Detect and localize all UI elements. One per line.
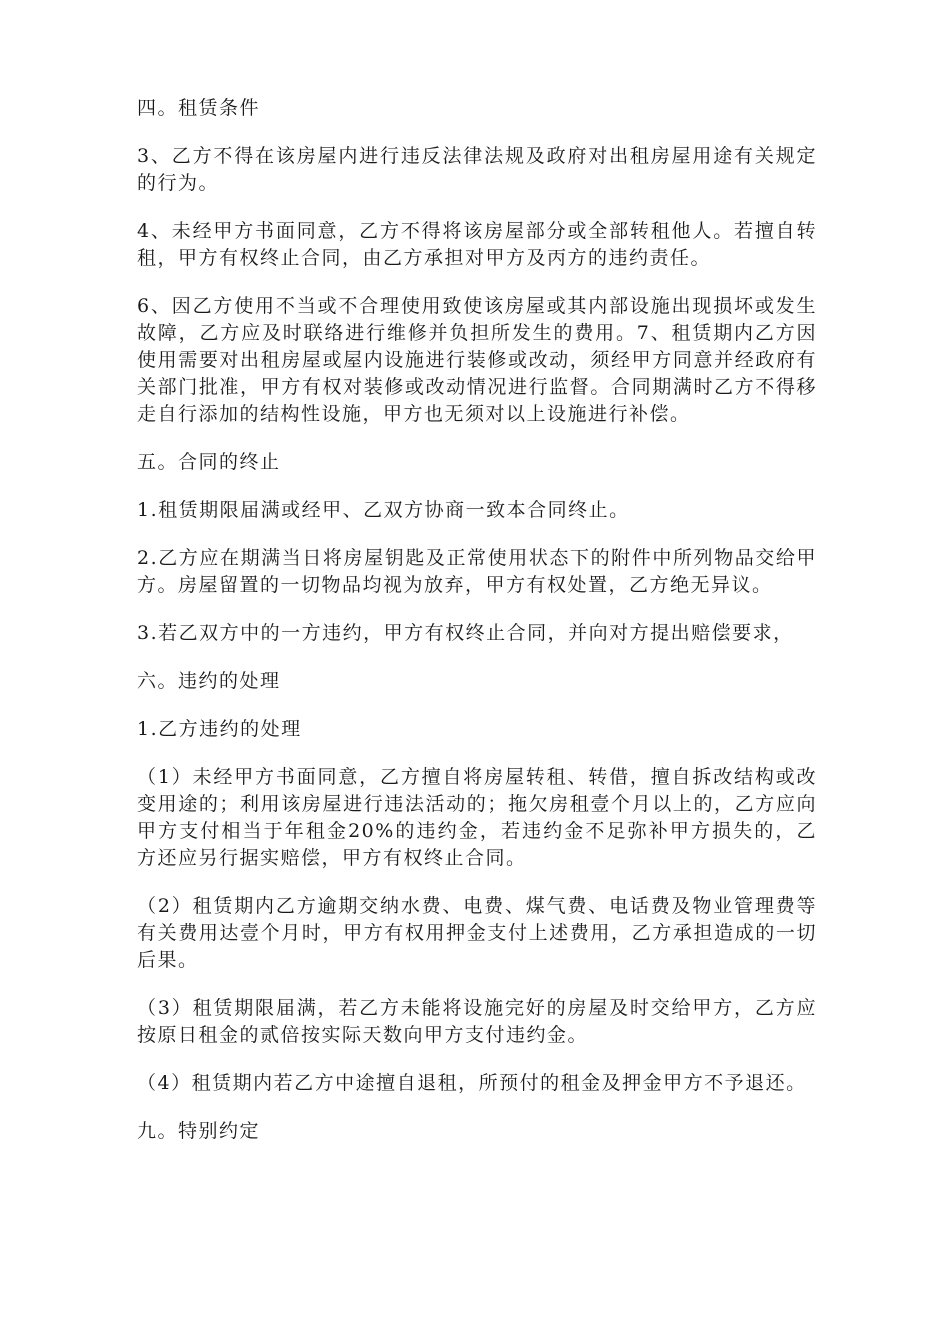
breach-item-4: （4）租赁期内若乙方中途擅自退租，所预付的租金及押金甲方不予退还。 bbox=[137, 1072, 807, 1094]
breach-item-2: （2）租赁期内乙方逾期交纳水费、电费、煤气费、电话费及物业管理费等有关费用达壹个月时，甲方有权用押金支付上述费用，乙方承担造成的一切后果。 bbox=[137, 895, 817, 971]
clause-6-7-paragraph: 6、因乙方使用不当或不合理使用致使该房屋或其内部设施出现损坏或发生故障，乙方应及时联络进行维修并负担所发生的费用。7、租赁期内乙方因使用需要对出租房屋或屋内设施进行装修或改动，须经甲方同意并经政府有关部门批准，甲方有权对装修或改动情况进行监督。合同期满时乙方不得移走自行添加的结构性设施，甲方也无须对以上设施进行补偿。 bbox=[137, 295, 817, 425]
section-heading-lease-conditions: 四。租赁条件 bbox=[137, 97, 261, 119]
breach-item-3: （3）租赁期限届满，若乙方未能将设施完好的房屋及时交给甲方，乙方应按原日租金的贰倍按实际天数向甲方支付违约金。 bbox=[137, 997, 817, 1046]
termination-item-1: 1.租赁期限届满或经甲、乙双方协商一致本合同终止。 bbox=[137, 499, 630, 521]
document-body bbox=[137, 95, 817, 1166]
breach-item-1: （1）未经甲方书面同意，乙方擅自将房屋转租、转借，擅自拆改结构或改变用途的；利用该房屋进行违法活动的；拖欠房租壹个月以上的，乙方应向甲方支付相当于年租金20%的违约金，若违约金不足弥补甲方损失的，乙方还应另行据实赔偿，甲方有权终止合同。 bbox=[137, 766, 817, 869]
breach-subheading-1: 1.乙方违约的处理 bbox=[137, 718, 302, 740]
termination-item-3: 3.若乙双方中的一方违约，甲方有权终止合同，并向对方提出赔偿要求， bbox=[137, 622, 794, 644]
section-heading-breach-handling: 六。违约的处理 bbox=[137, 670, 281, 692]
section-heading-termination: 五。合同的终止 bbox=[137, 451, 281, 473]
clause-4-paragraph: 4、未经甲方书面同意，乙方不得将该房屋部分或全部转租他人。若擅自转租，甲方有权终止合同，由乙方承担对甲方及丙方的违约责任。 bbox=[137, 220, 817, 269]
termination-item-2: 2.乙方应在期满当日将房屋钥匙及正常使用状态下的附件中所列物品交给甲方。房屋留置的一切物品均视为放弃，甲方有权处置，乙方绝无异议。 bbox=[137, 547, 817, 596]
clause-3-paragraph: 3、乙方不得在该房屋内进行违反法律法规及政府对出租房屋用途有关规定的行为。 bbox=[137, 145, 817, 194]
section-heading-special-agreement: 九。特别约定 bbox=[137, 1120, 261, 1142]
